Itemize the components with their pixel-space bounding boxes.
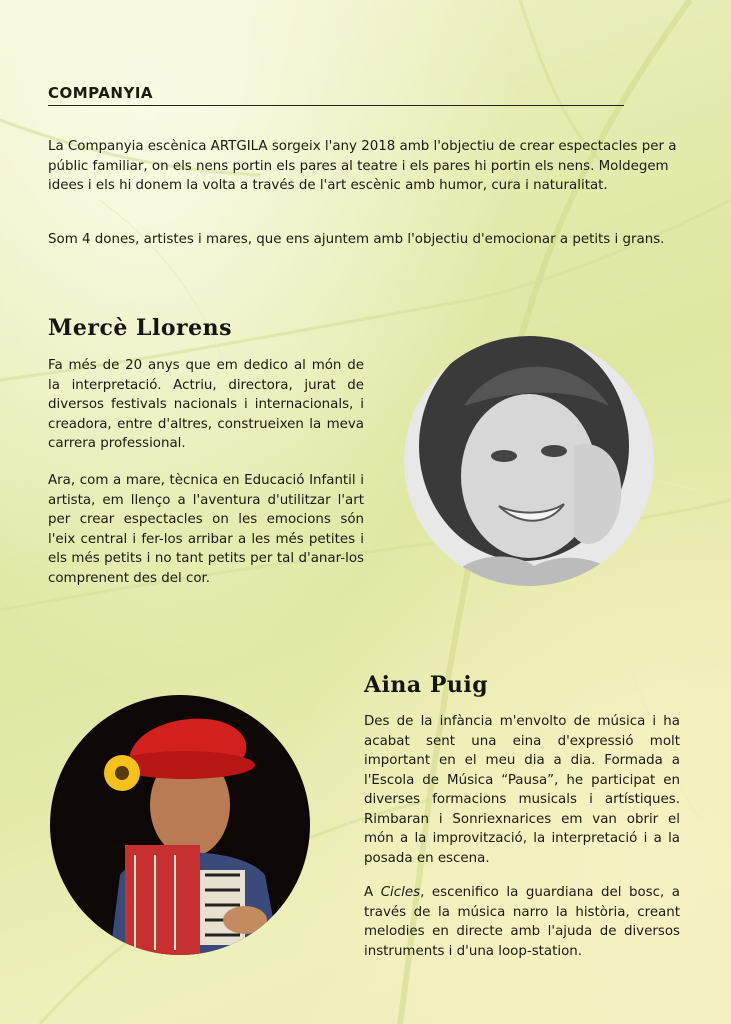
- aina-portrait: [50, 695, 310, 955]
- merce-name: Mercè Llorens: [48, 315, 232, 341]
- aina-bio-2: [364, 883, 680, 961]
- intro-paragraph-2: Som 4 dones, artistes i mares, que ens ajuntem amb l'objectiu d'emocionar a petits i grans.: [48, 232, 665, 247]
- aina-bio-2-prefix: A: [364, 885, 381, 900]
- intro-paragraph-1: La Companyia escènica ARTGILA sorgeix l'any 2018 amb l'objectiu de crear espectacles per a públic familiar, on els nens portin els pares al teatre i els pares hi portin els nens. Moldegem idees i els hi donem la volta a través de l'art escènic amb humor, cura i naturalitat.: [48, 139, 677, 193]
- merce-bio-2: Ara, com a mare, tècnica en Educació Infantil i artista, em llenço a l'aventura d'utilitzar l'art per crear espectacles on les emocions són l'eix central i fer-los arribar a les més petites i els més petits i no tant petits per tal d'anar-los comprenent des del cor.: [48, 473, 364, 586]
- aina-bio-1: Des de la infància m'envolto de música i ha acabat sent una eina d'expressió molt important en el meu dia a dia. Formada a l'Escola de Música “Pausa”, he participat en diverses formacions musicals i artístiques. Rimbaran i Sonriexnarices em van obrir el món a la improvització, la interpretació i a la posada en escena.: [364, 714, 680, 866]
- aina-bio-2-rest: , escenifico la guardiana del bosc, a través de la música narro la història, creant melodies en directe amb l'ajuda de diversos instruments i d'una loop-station.: [364, 885, 680, 959]
- section-title: COMPANYIA: [48, 84, 624, 106]
- merce-portrait: [404, 336, 654, 586]
- aina-name: Aina Puig: [364, 672, 489, 698]
- aina-bio-2-italic: Cicles: [380, 885, 421, 900]
- merce-bio-1: Fa més de 20 anys que em dedico al món de la interpretació. Actriu, directora, jurat de diversos festivals nacionals i internacionals, i creadora, entre d'altres, construeixen la meva carrera professional.: [48, 358, 364, 451]
